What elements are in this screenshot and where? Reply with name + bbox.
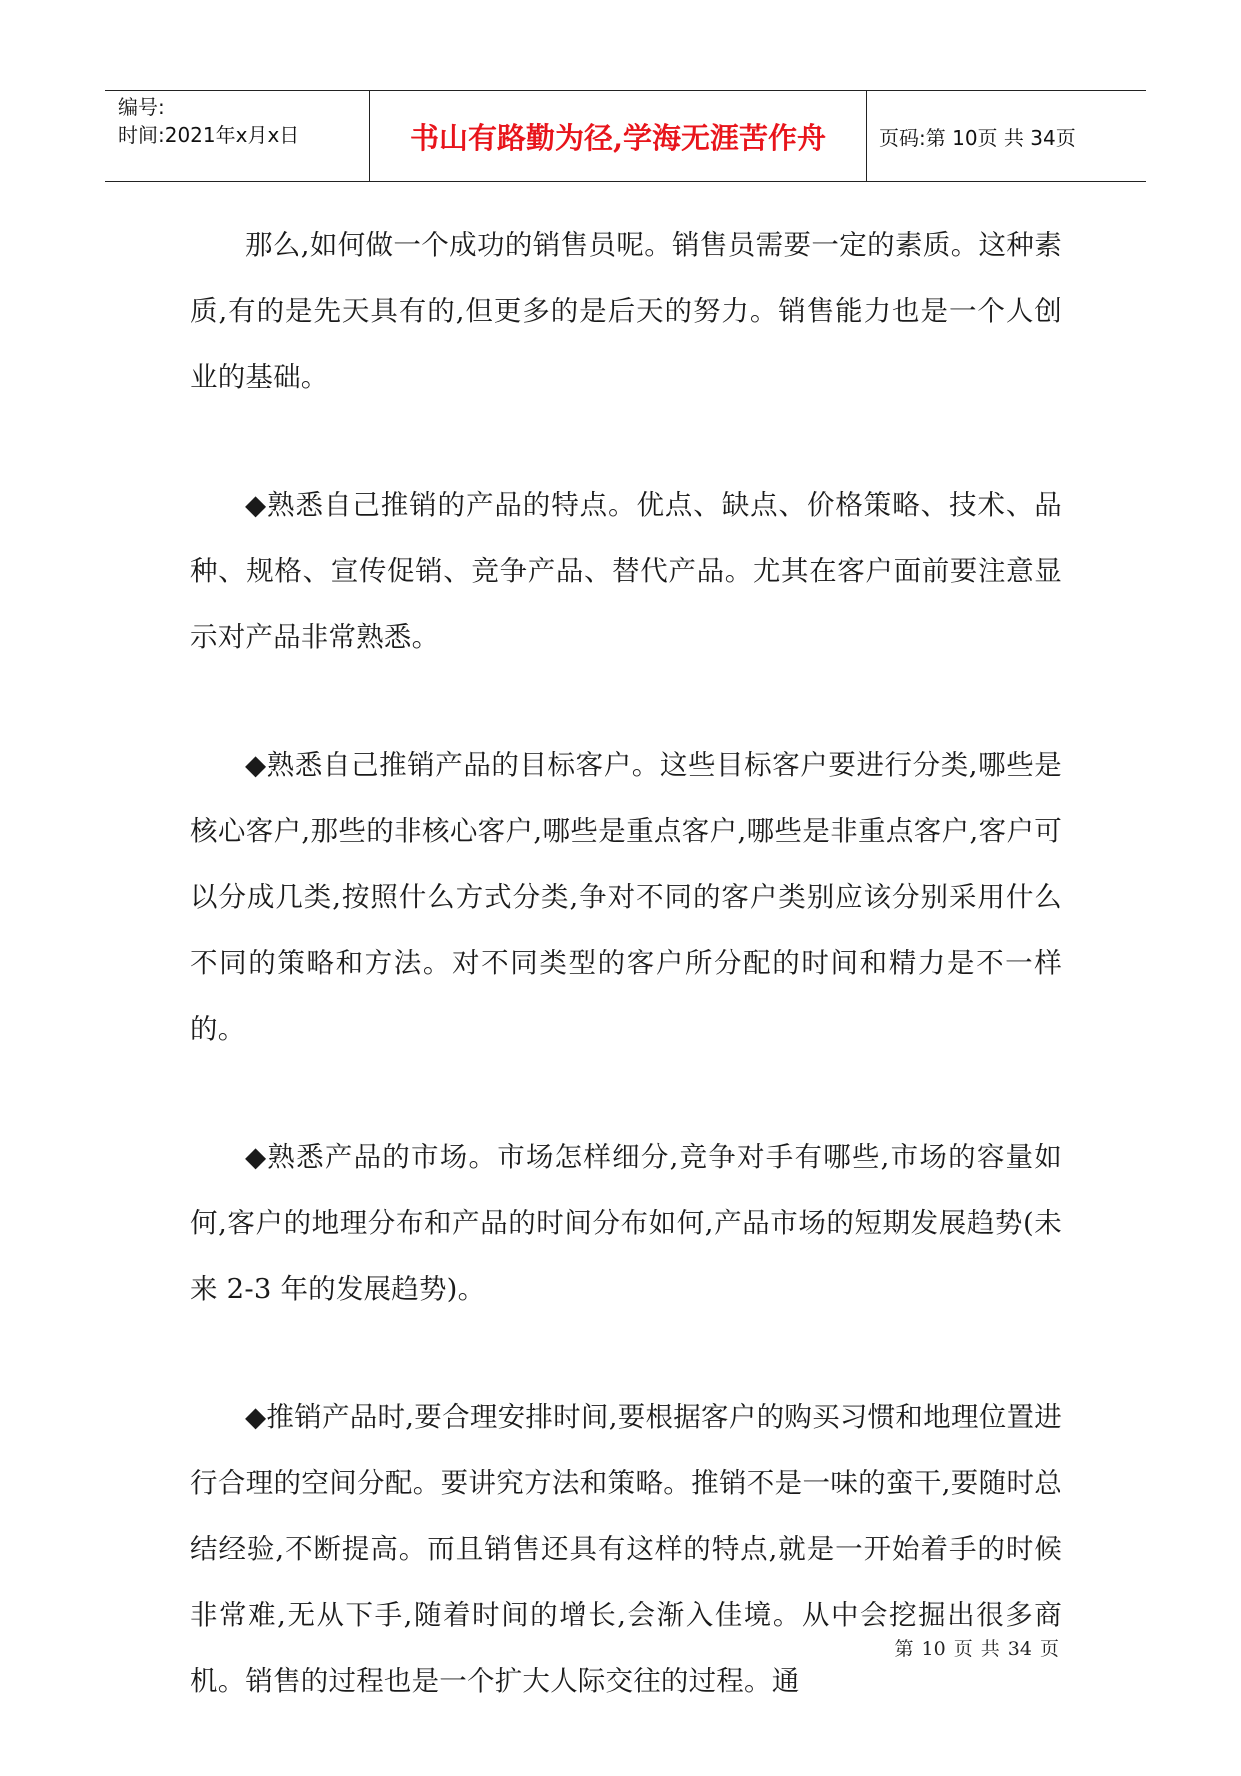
paragraph-intro: 那么,如何做一个成功的销售员呢。销售员需要一定的素质。这种素质,有的是先天具有的,但更多的是后天的努力。销售能力也是一个人创业的基础。	[190, 229, 1062, 393]
paragraph-market: ◆熟悉产品的市场。市场怎样细分,竞争对手有哪些,市场的容量如何,客户的地理分布和产品的时间分布如何,产品市场的短期发展趋势(未来 2-3 年的发展趋势)。	[190, 1141, 1062, 1305]
document-time-label: 时间:2021年x月x日	[118, 123, 300, 147]
header-motto: 书山有路勤为径,学海无涯苦作舟	[409, 120, 827, 155]
page-header	[105, 90, 1146, 182]
paragraph-time-planning: ◆推销产品时,要合理安排时间,要根据客户的购买习惯和地理位置进行合理的空间分配。要讲究方法和策略。推销不是一味的蛮干,要随时总结经验,不断提高。而且销售还具有这样的特点,就是一开始着手的时候非常难,无从下手,随着时间的增长,会渐入佳境。从中会挖掘出很多商机。销售的过程也是一个扩大人际交往的过程。通	[190, 1401, 1062, 1697]
header-motto-cell	[370, 91, 867, 181]
paragraph-target-customers: ◆熟悉自己推销产品的目标客户。这些目标客户要进行分类,哪些是核心客户,那些的非核心客户,哪些是重点客户,哪些是非重点客户,客户可以分成几类,按照什么方式分类,争对不同的客户类别应该分别采用什么不同的策略和方法。对不同类型的客户所分配的时间和精力是不一样的。	[190, 749, 1062, 1045]
paragraph-product-features: ◆熟悉自己推销的产品的特点。优点、缺点、价格策略、技术、品种、规格、宣传促销、竞争产品、替代产品。尤其在客户面前要注意显示对产品非常熟悉。	[190, 489, 1062, 653]
page-code-label: 页码:第 10页 共 34页	[879, 125, 1076, 150]
document-body	[190, 212, 1062, 1776]
page-footer: 第 10 页 共 34 页	[894, 1638, 1059, 1660]
header-meta	[105, 91, 370, 181]
header-page-code	[867, 91, 1146, 181]
document-number-label: 编号:	[118, 95, 165, 119]
